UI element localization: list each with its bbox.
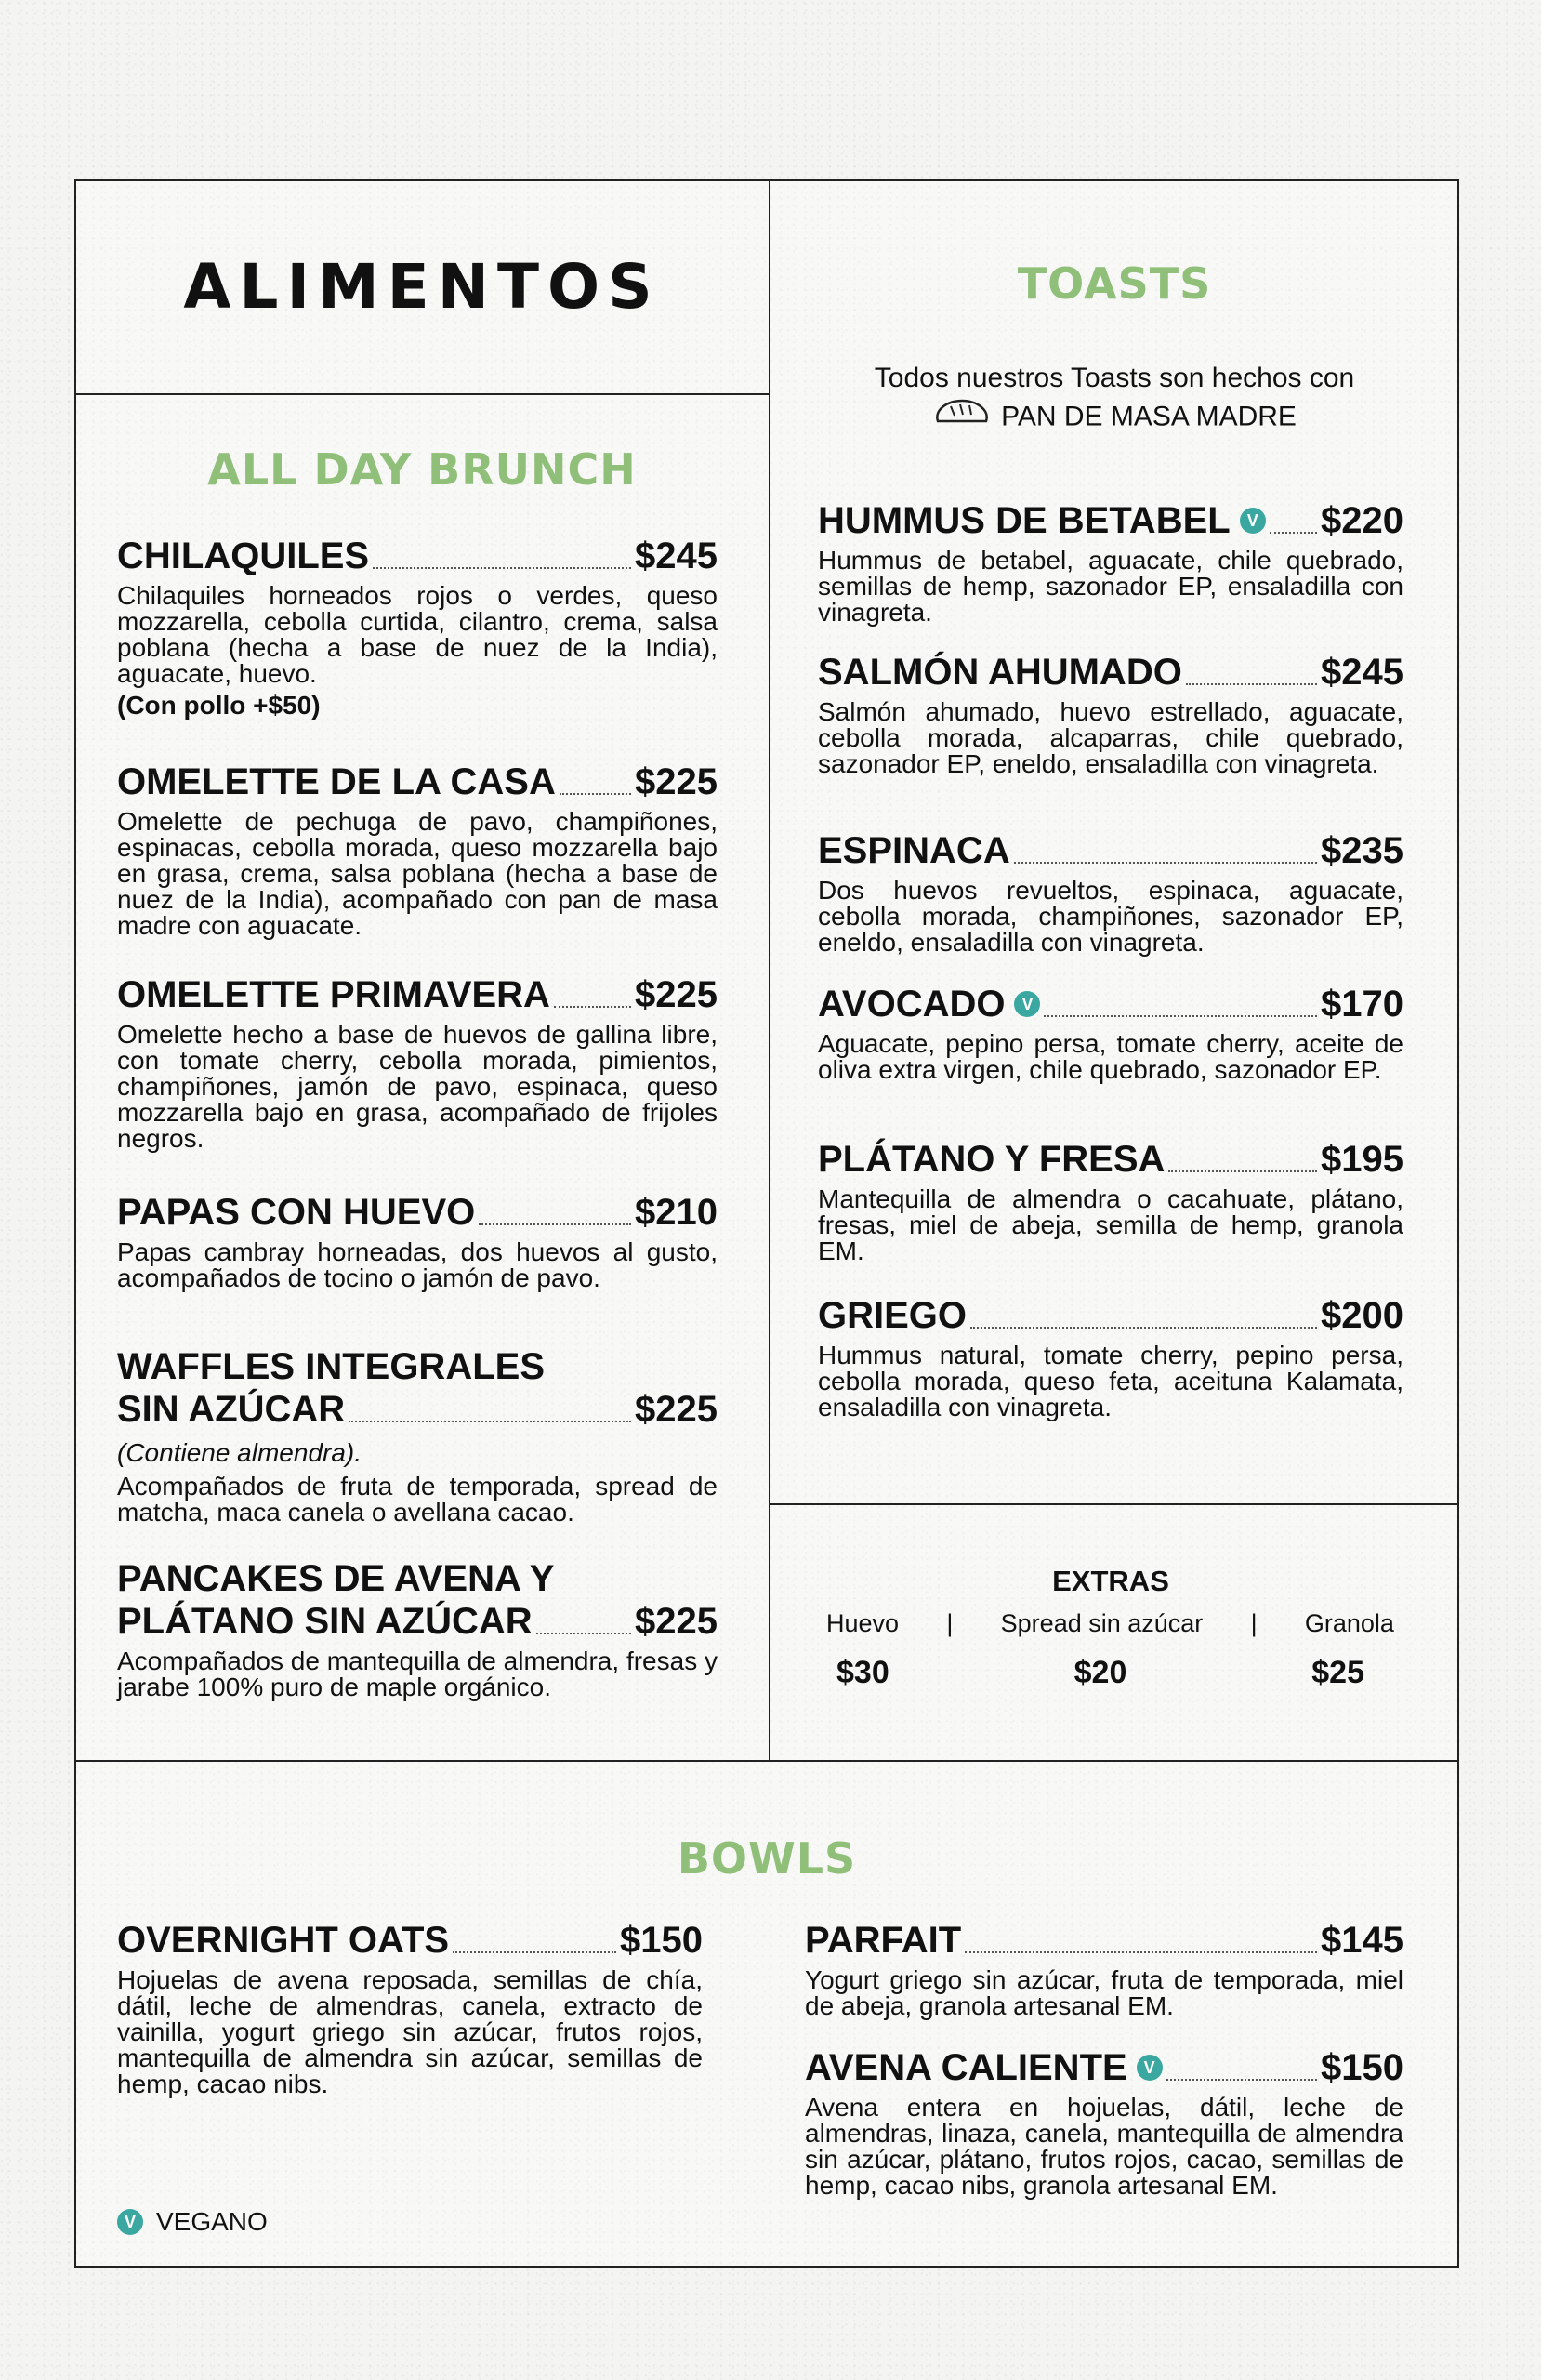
item-desc: Hummus de betabel, aguacate, chile quebrado, semillas de hemp, sazonador EP, ensaladilla con vinagreta. [818,546,1403,627]
item-allergen-note: (Contiene almendra). [117,1438,362,1467]
bowls-heading: BOWLS [677,1833,857,1884]
leader-dots [1044,1015,1317,1017]
item-name: OVERNIGHT OATS [117,1920,450,1961]
leader-dots [453,1951,616,1953]
leader-dots [1270,532,1317,534]
item-name: PLÁTANO Y FRESA [818,1139,1166,1180]
menu-item-hummus-betabel [818,499,1403,626]
extras-heading: EXTRAS [1052,1565,1169,1597]
menu-item-overnight-oats [117,1919,703,2097]
leader-dots [1014,862,1317,864]
leader-dots [1168,1170,1317,1172]
item-price: $245 [1321,652,1403,693]
item-price: $170 [1321,984,1403,1025]
item-desc: Avena entera en hojuelas, dátil, leche de almendras, linaza, canela, mantequilla de almendra sin azúcar, plátano, frutos rojos, cacao, semillas de hemp, cacao nibs, granola artesanal EM. [805,2093,1403,2200]
extra-price: $25 [1311,1655,1364,1690]
menu-item-omelette-primavera [117,973,718,1152]
item-desc: Aguacate, pepino persa, tomate cherry, aceite de oliva extra virgen, chile quebrado, sazonador EP. [818,1029,1403,1084]
menu-item-salmon-ahumado [818,651,1403,777]
leader-dots [560,793,631,795]
item-desc: Omelette de pechuga de pavo, champiñones, espinacas, cebolla morada, queso mozzarella bajo en grasa, crema, salsa poblana (hecha a base de nuez de la India), acompañado con pan de masa madre con aguacate. [117,807,718,940]
extra-price: $20 [1073,1655,1127,1690]
item-desc: Chilaquiles horneados rojos o verdes, queso mozzarella, cebolla curtida, cilantro, crema, salsa poblana (hecha a base de nuez de la India), aguacate, huevo. [117,581,718,688]
divider-bowls [74,1760,1459,1762]
toasts-intro-line1: Todos nuestros Toasts son hechos con [874,363,1355,393]
toasts-intro [770,360,1459,439]
extra-price: $30 [836,1655,889,1690]
item-desc: Mantequilla de almendra o cacahuate, plátano, fresas, miel de abeja, semilla de hemp, granola EM. [818,1184,1403,1265]
menu-item-pancakes [117,1557,718,1700]
item-price: $210 [635,1192,718,1233]
item-name-line1: PANCAKES DE AVENA Y [117,1558,555,1599]
leader-dots [479,1223,631,1225]
leader-dots [536,1633,631,1634]
extra-name: Huevo [826,1609,900,1637]
item-name: OMELETTE PRIMAVERA [117,974,550,1015]
item-name: AVENA CALIENTE [805,2047,1127,2088]
item-name-line1: WAFFLES INTEGRALES [117,1346,545,1387]
item-price: $225 [635,761,718,802]
item-price: $245 [635,536,718,576]
menu-item-waffles [117,1345,718,1526]
item-desc: Acompañados de mantequilla de almendra, fresas y jarabe 100% puro de maple orgánico. [117,1646,718,1701]
menu-item-parfait [805,1919,1403,2019]
leader-dots [965,1951,1317,1953]
item-name: AVOCADO [818,984,1006,1025]
menu-item-platano-fresa [818,1138,1403,1264]
vegan-icon: V [1014,991,1040,1017]
item-price: $150 [1321,2047,1403,2088]
leader-dots [373,567,631,569]
leader-dots [349,1421,631,1422]
item-price: $200 [1321,1295,1403,1336]
divider-extras [770,1503,1459,1505]
extras-names [818,1609,1403,1638]
item-desc: Yogurt griego sin azúcar, fruta de temporada, miel de abeja, granola artesanal EM. [805,1965,1403,2020]
item-desc: Dos huevos revueltos, espinaca, aguacate, cebolla morada, champiñones, sazonador EP, eneldo, ensaladilla con vinagreta. [818,876,1403,957]
item-name: OMELETTE DE LA CASA [117,761,556,802]
divider-title [74,393,770,395]
item-name: PLÁTANO SIN AZÚCAR [117,1601,533,1642]
item-desc: Hojuelas de avena reposada, semillas de chía, dátil, leche de almendras, canela, extracto de vainilla, yogurt griego sin azúcar, frutos rojos, mantequilla de almendra sin azúcar, semillas de hemp, cacao nibs. [117,1965,703,2098]
item-price: $145 [1321,1920,1403,1961]
item-price: $195 [1321,1139,1403,1180]
menu-item-avena-caliente [805,2046,1403,2199]
menu-item-papas-huevo [117,1191,718,1291]
extras-separator: | [1250,1609,1258,1637]
vegan-legend [117,2207,268,2237]
menu-item-omelette-casa [117,760,718,939]
extras-separator: | [946,1609,954,1637]
extras-section [818,1565,1403,1691]
leader-dots [970,1327,1317,1329]
vegan-icon: V [1137,2055,1163,2081]
vegan-icon: V [1240,508,1266,534]
item-price: $235 [1321,830,1403,871]
item-desc: Omelette hecho a base de huevos de gallina libre, con tomate cherry, cebolla morada, pimientos, champiñones, jamón de pavo, espinaca, queso mozzarella bajo en grasa, acompañado de frijoles negros. [117,1020,718,1153]
leader-dots [1186,683,1317,685]
item-desc: Hummus natural, tomate cherry, pepino persa, cebolla morada, queso feta, aceituna Kalamata, ensaladilla con vinagreta. [818,1341,1403,1421]
menu-item-avocado [818,983,1403,1083]
item-name: PARFAIT [805,1920,962,1961]
item-price: $225 [635,1389,718,1430]
item-name: GRIEGO [818,1295,968,1336]
extra-name: Granola [1304,1609,1394,1637]
vegan-legend-label: VEGANO [156,2207,268,2236]
item-name: HUMMUS DE BETABEL [818,500,1231,541]
menu-item-griego [818,1294,1403,1421]
item-price: $220 [1321,500,1403,541]
item-price: $225 [635,1601,718,1642]
item-desc: Papas cambray horneadas, dos huevos al gusto, acompañados de tocino o jamón de pavo. [117,1237,718,1292]
menu-item-espinaca [818,829,1403,956]
menu-item-chilaquiles [117,535,718,721]
item-name: PAPAS CON HUEVO [117,1192,476,1233]
vegan-icon: V [117,2209,143,2235]
item-price: $150 [620,1920,703,1961]
bread-icon [932,397,992,439]
extras-prices [818,1655,1403,1691]
item-desc: Acompañados de fruta de temporada, spread de matcha, maca canela o avellana cacao. [117,1472,718,1527]
brunch-heading: ALL DAY BRUNCH [207,444,637,495]
leader-dots [554,1006,631,1008]
leader-dots [1166,2079,1317,2081]
item-name: CHILAQUILES [117,536,370,576]
toasts-intro-line2: PAN DE MASA MADRE [1001,401,1297,432]
page-title: ALIMENTOS [183,251,661,323]
extra-name: Spread sin azúcar [1000,1609,1204,1637]
item-name: SALMÓN AHUMADO [818,652,1182,693]
item-note: (Con pollo +$50) [117,691,321,720]
item-name: ESPINACA [818,830,1010,871]
item-desc: Salmón ahumado, huevo estrellado, aguacate, cebolla morada, alcaparras, chile quebrado, sazonador EP, eneldo, ensaladilla con vinagreta. [818,697,1403,778]
toasts-heading: TOASTS [1017,258,1212,309]
item-price: $225 [635,974,718,1015]
item-name: SIN AZÚCAR [117,1389,346,1430]
